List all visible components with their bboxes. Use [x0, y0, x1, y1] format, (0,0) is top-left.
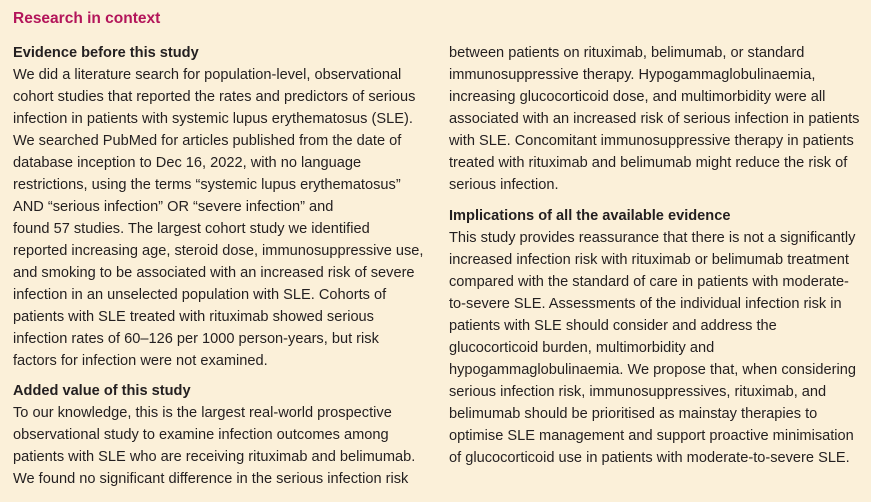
- body-line: reported increasing age, steroid dose, immunosuppressive use,: [13, 243, 424, 259]
- body-line: increasing glucocorticoid dose, and multimorbidity were all: [449, 89, 826, 105]
- body-line: serious infection.: [449, 177, 559, 193]
- body-line: We searched PubMed for articles published from the date of: [13, 133, 402, 149]
- body-line: factors for infection were not examined.: [13, 353, 268, 369]
- implications-body: [449, 227, 867, 469]
- body-line: We found no significant difference in the serious infection risk: [13, 471, 409, 487]
- heading-added-value: Added value of this study: [13, 383, 191, 399]
- heading-evidence-before: Evidence before this study: [13, 45, 199, 61]
- body-line: hypogammaglobulinaemia. We propose that, when considering: [449, 362, 856, 378]
- body-line: patients with SLE should consider and address the: [449, 318, 777, 334]
- body-line: treated with rituximab and belimumab might reduce the risk of: [449, 155, 848, 171]
- right-column: [449, 42, 867, 469]
- left-column: [13, 42, 438, 490]
- body-line: This study provides reassurance that there is not a significantly: [449, 230, 856, 246]
- body-line: compared with the standard of care in patients with moderate-: [449, 274, 849, 290]
- heading-implications: Implications of all the available evidence: [449, 208, 731, 224]
- section-implications: [449, 205, 867, 469]
- body-line: patients with SLE treated with rituximab showed serious: [13, 309, 374, 325]
- body-line: observational study to examine infection outcomes among: [13, 427, 389, 443]
- evidence-body: [13, 64, 438, 372]
- body-line: found 57 studies. The largest cohort study we identified: [13, 221, 370, 237]
- added-value-continuation: [449, 42, 867, 196]
- body-line: between patients on rituximab, belimumab, or standard: [449, 45, 805, 61]
- body-line: We did a literature search for population-level, observational: [13, 67, 402, 83]
- body-line: To our knowledge, this is the largest real-world prospective: [13, 405, 392, 421]
- section-added-value: [13, 380, 438, 490]
- body-line: optimise SLE management and support proactive minimisation: [449, 428, 854, 444]
- body-line: and smoking to be associated with an increased risk of severe: [13, 265, 415, 281]
- panel-title: Research in context: [13, 10, 161, 27]
- body-line: glucocorticoid burden, multimorbidity and: [449, 340, 715, 356]
- body-line: restrictions, using the terms “systemic lupus erythematosus”: [13, 177, 401, 193]
- body-line: patients with SLE who are receiving rituximab and belimumab.: [13, 449, 416, 465]
- body-line: serious infection risk, immunosuppressives, rituximab, and: [449, 384, 827, 400]
- body-line: of glucocorticoid use in patients with moderate-to-severe SLE.: [449, 450, 850, 466]
- body-line: infection in patients with systemic lupus erythematosus (SLE).: [13, 111, 413, 127]
- body-line: infection in an unselected population with SLE. Cohorts of: [13, 287, 387, 303]
- body-line: cohort studies that reported the rates and predictors of serious: [13, 89, 416, 105]
- section-evidence-before: [13, 42, 438, 372]
- body-line: to-severe SLE. Assessments of the individual infection risk in: [449, 296, 842, 312]
- body-line: infection rates of 60–126 per 1000 person-years, but risk: [13, 331, 379, 347]
- body-line: with SLE. Concomitant immunosuppressive therapy in patients: [449, 133, 854, 149]
- body-line: increased infection risk with rituximab or belimumab treatment: [449, 252, 849, 268]
- added-value-body: [13, 402, 438, 490]
- body-line: belimumab should be prioritised as mainstay therapies to: [449, 406, 818, 422]
- body-line: database inception to Dec 16, 2022, with no language: [13, 155, 362, 171]
- body-line: immunosuppressive therapy. Hypogammaglobulinaemia,: [449, 67, 816, 83]
- body-line: AND “serious infection” OR “severe infection” and: [13, 199, 334, 215]
- body-line: associated with an increased risk of serious infection in patients: [449, 111, 860, 127]
